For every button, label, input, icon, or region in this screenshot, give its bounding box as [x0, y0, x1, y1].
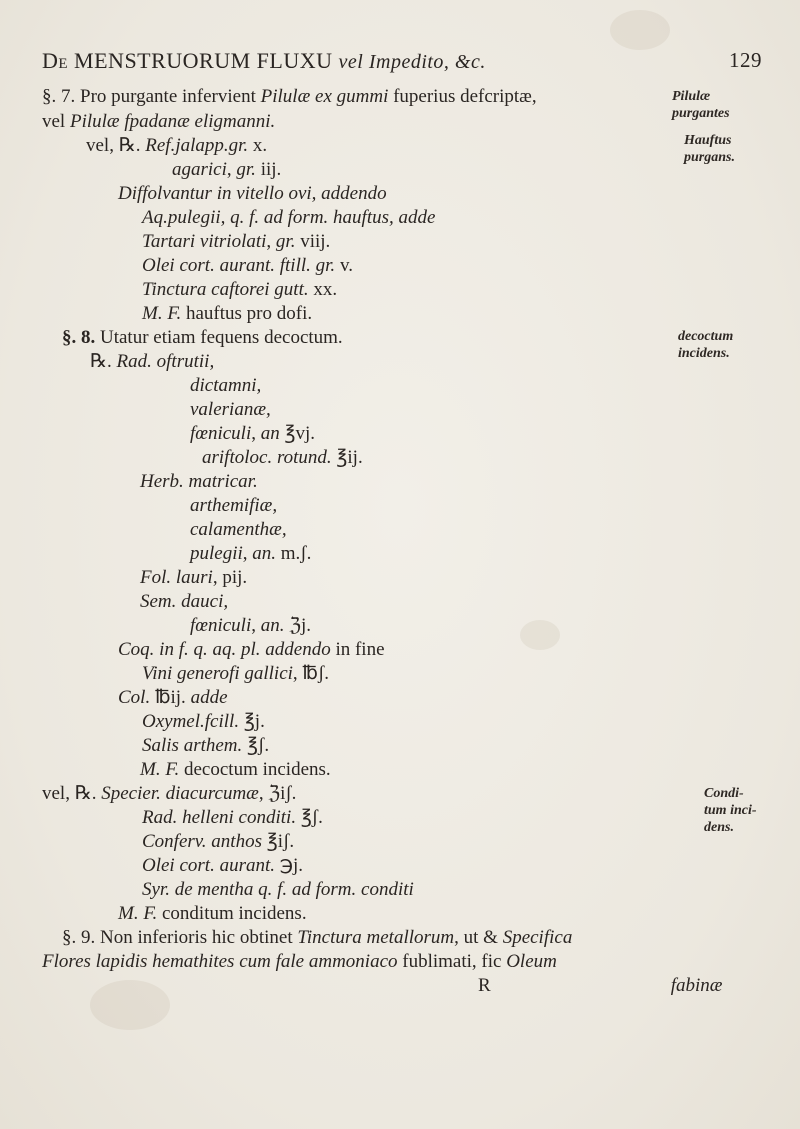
- text-segment: gr.: [236, 159, 256, 180]
- text-segment: §. 9. Non inferioris hic obtinet: [62, 927, 298, 948]
- text-line: [140, 759, 331, 781]
- text-segment: gr.: [275, 231, 296, 252]
- text-line: [142, 231, 330, 253]
- text-segment: Pilulæ fpadanæ eligmanni.: [69, 111, 276, 132]
- text-segment: , pij.: [212, 567, 248, 588]
- text-segment: Herb. matricar.: [140, 471, 258, 492]
- text-line: [90, 351, 214, 373]
- text-line: [42, 86, 537, 108]
- text-line: [142, 255, 353, 277]
- text-segment: Utatur etiam fequens decoctum.: [100, 327, 343, 348]
- text-segment: Conferv. anthos: [142, 831, 262, 852]
- text-segment: fabinæ: [670, 975, 723, 996]
- text-segment: ℔ij.: [150, 687, 191, 708]
- text-line: [86, 135, 267, 157]
- text-segment: vel, ℞.: [86, 135, 146, 156]
- text-segment: , ut &: [454, 927, 503, 948]
- text-segment: ℥vj.: [279, 423, 315, 444]
- page-number: 129: [729, 48, 762, 72]
- text-segment: vel, ℞.: [42, 783, 102, 804]
- text-segment: ,: [242, 543, 253, 564]
- text-segment: hauftus pro dofi.: [181, 303, 313, 324]
- text-line: [172, 159, 281, 181]
- text-segment: xx.: [308, 279, 338, 300]
- text-line: [140, 591, 228, 613]
- text-segment: fublimati, fic: [397, 951, 507, 972]
- text-line: [190, 495, 277, 517]
- text-segment: ℥ij.: [331, 447, 363, 468]
- text-line: [202, 447, 363, 469]
- text-segment: , ℨiʃ.: [258, 783, 297, 804]
- margin-note-line: incidens.: [678, 346, 730, 361]
- text-segment: Pilulæ ex gummi: [260, 86, 389, 107]
- text-segment: Syr. de mentha q. f. ad form. conditi: [142, 879, 414, 900]
- text-line: [142, 855, 303, 877]
- text-segment: v.: [335, 255, 353, 276]
- text-line: [190, 375, 261, 397]
- text-segment: Coq. in f. q. aq. pl. addendo: [118, 639, 331, 660]
- text-segment: adde: [190, 687, 228, 708]
- text-segment: Sem. dauci,: [140, 591, 229, 612]
- text-segment: Oleum: [506, 951, 557, 972]
- text-segment: an: [260, 423, 280, 444]
- text-line: [62, 927, 572, 949]
- margin-note-line: dens.: [704, 820, 734, 835]
- text-segment: Rad. helleni conditi.: [142, 807, 297, 828]
- text-line: [62, 327, 343, 349]
- margin-note-line: Hauftus: [684, 133, 732, 148]
- text-segment: ,: [266, 231, 276, 252]
- text-segment: M. F.: [142, 303, 182, 324]
- text-segment: Specifica: [502, 927, 573, 948]
- text-segment: ,: [251, 423, 261, 444]
- margin-note-line: Condi-: [704, 786, 744, 801]
- text-segment: in fine: [330, 639, 385, 660]
- margin-note-line: tum inci-: [704, 803, 757, 818]
- margin-note-decoctum: [678, 328, 733, 362]
- text-segment: §. 7. Pro purgante infervient: [42, 86, 261, 107]
- text-segment: ℥iʃ.: [261, 831, 295, 852]
- text-segment: fuperius defcriptæ,: [388, 86, 537, 107]
- text-segment: ℨj.: [284, 615, 311, 636]
- paper-stain: [90, 980, 170, 1030]
- text-line: [118, 183, 387, 205]
- text-segment: m.ʃ.: [276, 543, 312, 564]
- text-segment: arthemifiæ,: [190, 495, 278, 516]
- text-segment: ℥j.: [239, 711, 265, 732]
- text-segment: Tinctura caftorei gutt.: [142, 279, 309, 300]
- text-segment: ℈j.: [275, 855, 304, 876]
- text-segment: decoctum incidens.: [179, 759, 331, 780]
- text-segment: , ℔ʃ.: [292, 663, 330, 684]
- margin-note-line: Pilulæ: [672, 89, 711, 104]
- text-segment: ,: [226, 159, 237, 180]
- text-segment: ℥ʃ.: [296, 807, 323, 828]
- text-segment: Olei cort. aurant. ftill. gr.: [142, 255, 336, 276]
- text-segment: agarici: [172, 159, 227, 180]
- margin-note-haustus: [684, 132, 735, 166]
- margin-note-line: purgans.: [684, 150, 735, 165]
- text-segment: §. 8.: [62, 327, 100, 348]
- text-line: [142, 663, 329, 685]
- text-line: [140, 471, 258, 493]
- margin-note-line: purgantes: [672, 106, 730, 121]
- margin-note-line: decoctum: [678, 329, 734, 344]
- text-line: [42, 783, 296, 805]
- text-segment: viij.: [295, 231, 331, 252]
- margin-note-pilulae: [672, 88, 730, 122]
- text-segment: Tinctura metallorum: [297, 927, 455, 948]
- text-line: [190, 543, 311, 565]
- text-segment: ℥ʃ.: [242, 735, 270, 756]
- running-title-italic: vel Impedito, &c.: [338, 51, 486, 73]
- running-title: De MENSTRUORUM FLUXU: [42, 48, 333, 73]
- text-line: [190, 615, 311, 637]
- text-segment: ariftoloc. rotund.: [202, 447, 332, 468]
- text-line: [118, 903, 307, 925]
- paper-stain: [520, 620, 560, 650]
- text-segment: Salis arthem.: [142, 735, 243, 756]
- text-segment: Fol. lauri: [140, 567, 213, 588]
- text-segment: Col.: [118, 687, 151, 708]
- text-line: [42, 951, 557, 973]
- text-segment: ℞.: [90, 351, 117, 372]
- text-line: [142, 831, 294, 853]
- text-segment: Vini generofi gallici: [142, 663, 293, 684]
- text-segment: fœniculi: [190, 615, 252, 636]
- text-segment: Olei cort. aurant.: [142, 855, 275, 876]
- text-segment: Flores lapidis hemathites cum fale ammoniaco: [42, 951, 398, 972]
- text-line: [142, 279, 337, 301]
- text-line: [42, 111, 275, 133]
- text-line: [140, 567, 247, 589]
- text-line: [142, 303, 312, 325]
- text-line: [142, 735, 269, 757]
- text-segment: an.: [260, 615, 285, 636]
- text-segment: Oxymel.fcill.: [142, 711, 240, 732]
- text-line: [142, 207, 435, 229]
- text-segment: valerianæ,: [190, 399, 271, 420]
- text-segment: Specier. diacurcumæ: [101, 783, 259, 804]
- text-segment: R: [478, 975, 491, 996]
- text-segment: Ref.jalapp.gr.: [145, 135, 249, 156]
- text-segment: vel: [42, 111, 70, 132]
- text-line: [142, 807, 323, 829]
- text-segment: fœniculi: [190, 423, 252, 444]
- text-segment: pulegii: [190, 543, 243, 564]
- text-segment: conditum incidens.: [157, 903, 307, 924]
- text-segment: dictamni,: [190, 375, 262, 396]
- text-segment: Rad. oftrutii,: [116, 351, 215, 372]
- text-segment: M. F.: [140, 759, 180, 780]
- text-line: [190, 423, 315, 445]
- text-segment: M. F.: [118, 903, 158, 924]
- text-segment: Tartari vitriolati: [142, 231, 267, 252]
- text-line: [142, 879, 414, 901]
- text-segment: iij.: [255, 159, 282, 180]
- text-line: [142, 711, 265, 733]
- text-segment: ,: [251, 615, 261, 636]
- text-line: [190, 519, 287, 541]
- text-line: [118, 639, 385, 661]
- paper-stain: [610, 10, 670, 50]
- margin-note-conditum: [704, 785, 757, 836]
- text-line: [190, 399, 271, 421]
- text-line: [478, 975, 722, 997]
- text-segment: Diffolvantur in vitello ovi, addendo: [118, 183, 387, 204]
- text-segment: Aq.pulegii, q. f. ad form. hauftus, adde: [142, 207, 436, 228]
- text-segment: x.: [248, 135, 268, 156]
- text-segment: calamenthæ,: [190, 519, 287, 540]
- text-line: [118, 687, 228, 709]
- running-header: [42, 48, 762, 74]
- text-segment: an.: [252, 543, 277, 564]
